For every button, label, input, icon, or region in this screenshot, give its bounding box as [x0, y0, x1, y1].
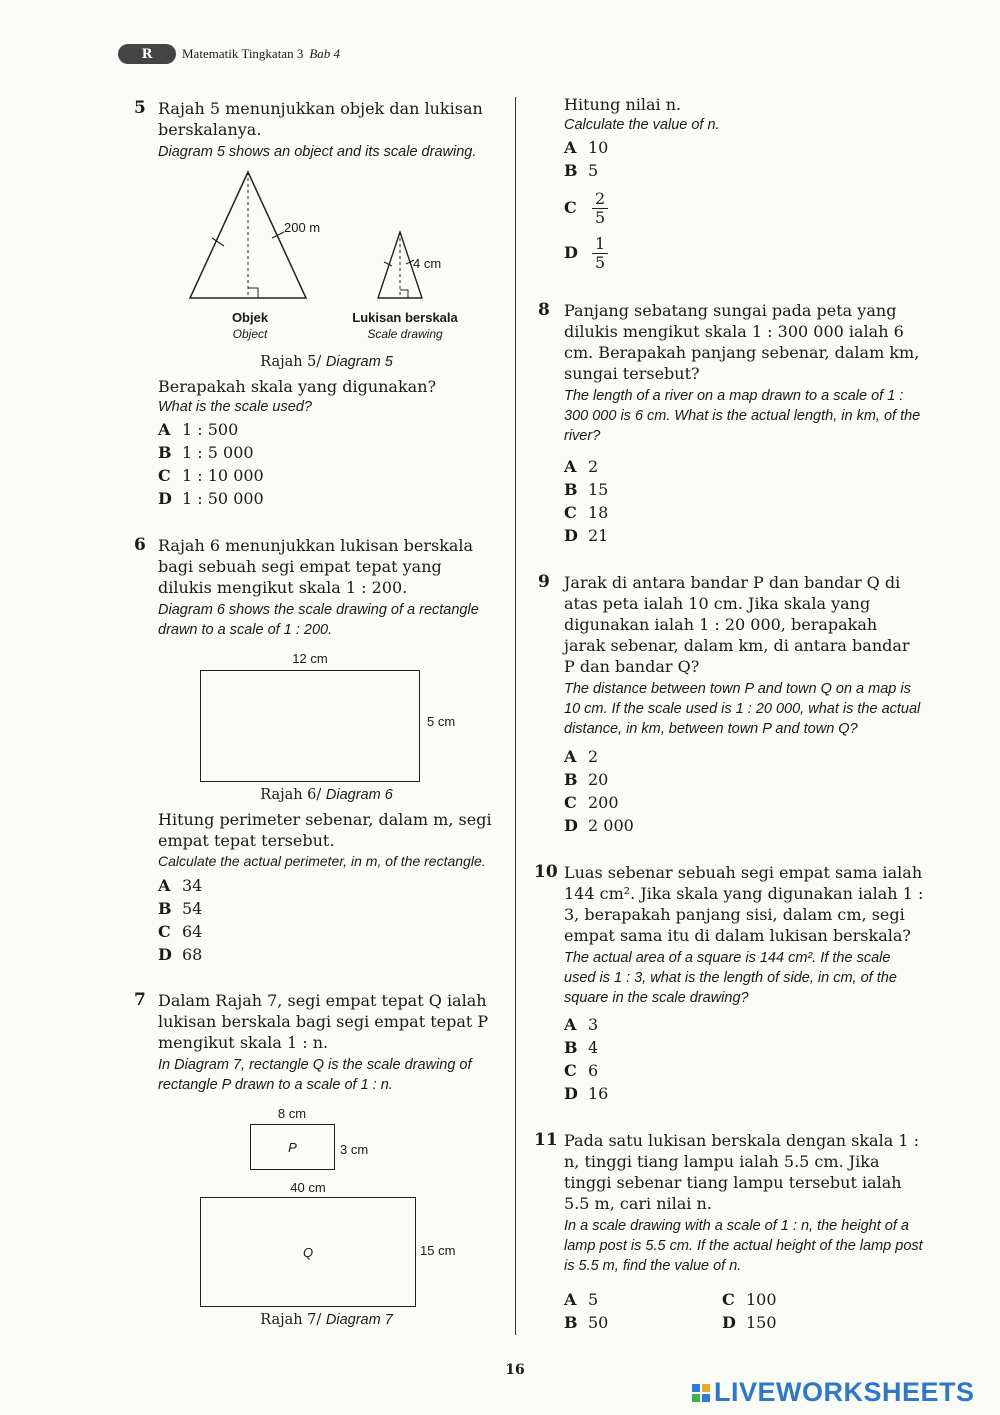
question-number: 9	[538, 572, 550, 592]
option-b[interactable]: B 5	[564, 161, 599, 180]
diagram-7-caption: Rajah 7/ Diagram 7	[260, 1312, 393, 1328]
chapter-label: Bab 4	[309, 46, 341, 61]
rectangle-p	[250, 1124, 335, 1170]
scale-drawing-label: Lukisan berskala	[352, 310, 458, 325]
question-text-ms: Rajah 6 menunjukkan lukisan berskala bagi sebuah segi empat tepat yang dilukis mengikut skala 1 : 200.	[158, 536, 474, 597]
option-a[interactable]: A 34	[158, 876, 203, 895]
question-7-prompt	[564, 94, 924, 135]
question-number: 7	[134, 990, 146, 1010]
question-6-options	[158, 874, 202, 966]
rectangle-q	[200, 1197, 416, 1307]
question-text-ms: Luas sebenar sebuah segi empat sama ialah 144 cm². Jika skala yang digunakan ialah 1 : 3, berapakah panjang sisi, dalam cm, segi empat sama itu di dalam lukisan berskala?	[564, 863, 924, 945]
rect-p-label: P	[288, 1139, 297, 1155]
question-7-options	[564, 136, 608, 272]
question-6	[134, 535, 499, 640]
question-9	[538, 572, 923, 739]
rect-p-height-label: 3 cm	[340, 1142, 369, 1157]
option-a[interactable]: A 10	[564, 138, 609, 157]
question-text-en: The actual area of a square is 144 cm². If the scale used is 1 : 3, what is the length of side, in cm, of the square in the scale drawing?	[564, 950, 897, 1006]
option-b[interactable]: B 4	[564, 1038, 599, 1057]
rectangle-width-label: 12 cm	[292, 651, 328, 666]
option-a[interactable]: A 3	[564, 1015, 599, 1034]
option-b[interactable]: B 54	[158, 899, 203, 918]
question-11-options-right	[722, 1288, 777, 1334]
option-d[interactable]: D 150	[722, 1313, 777, 1332]
question-number: 11	[534, 1130, 558, 1150]
fraction: $\frac{2}{5}$	[592, 190, 608, 227]
question-6-prompt	[158, 809, 503, 871]
option-c[interactable]: C 100	[722, 1290, 777, 1309]
option-d[interactable]: D 1 : 50 000	[158, 489, 264, 508]
diagram-5-caption: Rajah 5/ Diagram 5	[260, 354, 393, 370]
question-prompt-ms: Hitung nilai n.	[564, 95, 682, 114]
scale-rectangle	[200, 670, 420, 782]
option-d[interactable]: D $\frac{1}{5}$	[564, 235, 608, 272]
question-text-ms: Jarak di antara bandar P dan bandar Q di atas peta ialah 10 cm. Jika skala yang digunakan ialah 1 : 20 000, berapakah jarak sebenar, dalam km, di antara bandar P dan bandar Q?	[564, 573, 910, 676]
question-prompt-en: Calculate the value of n.	[564, 117, 720, 133]
question-text-en: Diagram 6 shows the scale drawing of a rectangle drawn to a scale of 1 : 200.	[158, 602, 479, 638]
question-number: 10	[534, 862, 558, 882]
option-c[interactable]: C 200	[564, 793, 619, 812]
option-b[interactable]: B 50	[564, 1313, 609, 1332]
question-prompt-ms: Hitung perimeter sebenar, dalam m, segi empat tepat tersebut.	[158, 810, 492, 850]
question-text-ms: Dalam Rajah 7, segi empat tepat Q ialah lukisan berskala bagi segi empat tepat P mengikut skala 1 : n.	[158, 991, 489, 1052]
rectangle-height-label: 5 cm	[427, 714, 456, 729]
option-c[interactable]: C 1 : 10 000	[158, 466, 264, 485]
question-5-options	[158, 418, 264, 510]
question-10	[534, 862, 924, 1008]
question-prompt-ms: Berapakah skala yang digunakan?	[158, 377, 437, 396]
brand-watermark[interactable]	[692, 1377, 975, 1408]
question-text-en: The length of a river on a map drawn to a scale of 1 : 300 000 is 6 cm. What is the actual length, in km, of the river?	[564, 388, 921, 444]
option-b[interactable]: B 1 : 5 000	[158, 443, 254, 462]
option-c[interactable]: C 64	[158, 922, 203, 941]
fraction: $\frac{1}{5}$	[592, 235, 608, 272]
object-side-label: 200 m	[284, 220, 321, 235]
brand-grid-icon	[692, 1384, 710, 1402]
question-text-en: In Diagram 7, rectangle Q is the scale drawing of rectangle P drawn to a scale of 1 : n.	[158, 1057, 472, 1093]
option-a[interactable]: A 2	[564, 747, 599, 766]
question-8	[538, 300, 923, 446]
publisher-logo: R	[118, 44, 176, 64]
question-text-ms: Panjang sebatang sungai pada peta yang dilukis mengikut skala 1 : 300 000 ialah 6 cm. Berapakah panjang sebenar, dalam km, sungai tersebut?	[564, 301, 920, 383]
page-header	[118, 44, 340, 64]
option-a[interactable]: A 1 : 500	[158, 420, 239, 439]
option-c[interactable]: C 18	[564, 503, 609, 522]
column-divider	[515, 97, 516, 1335]
book-title: Matematik Tingkatan 3	[182, 46, 304, 61]
option-d[interactable]: D 68	[158, 945, 203, 964]
page-number: 16	[505, 1362, 525, 1378]
question-text-en: The distance between town P and town Q on a map is 10 cm. If the scale used is 1 : 20 000, what is the actual distance, in km, between town P and town Q?	[564, 681, 921, 737]
question-11	[534, 1130, 924, 1276]
question-7	[134, 990, 499, 1095]
option-d[interactable]: D 2 000	[564, 816, 634, 835]
question-text-ms: Pada satu lukisan berskala dengan skala 1 : n, tinggi tiang lampu ialah 5.5 cm. Jika tinggi sebenar tiang lampu tersebut ialah 5.5 m, cari nilai n.	[564, 1131, 919, 1213]
question-prompt-en: Calculate the actual perimeter, in m, of the rectangle.	[158, 853, 486, 869]
question-5-prompt	[158, 376, 498, 417]
option-b[interactable]: B 15	[564, 480, 609, 499]
rect-q-height-label: 15 cm	[420, 1243, 456, 1258]
diagram-6-caption: Rajah 6/ Diagram 6	[260, 787, 393, 803]
option-c[interactable]: C 6	[564, 1061, 599, 1080]
question-10-options	[564, 1013, 608, 1105]
question-number: 5	[134, 98, 146, 118]
question-text-en: Diagram 5 shows an object and its scale drawing.	[158, 144, 477, 160]
object-label: Objek	[231, 310, 269, 325]
option-a[interactable]: A 2	[564, 457, 599, 476]
question-prompt-en: What is the scale used?	[158, 399, 312, 415]
option-c[interactable]: C $\frac{2}{5}$	[564, 190, 608, 227]
scale-side-label: 4 cm	[413, 256, 442, 271]
rect-q-label: Q	[302, 1244, 314, 1260]
rect-p-width-label: 8 cm	[277, 1106, 307, 1121]
option-d[interactable]: D 21	[564, 526, 609, 545]
question-11-options-left	[564, 1288, 608, 1334]
object-label-en: Object	[232, 327, 268, 341]
option-a[interactable]: A 5	[564, 1290, 599, 1309]
question-5	[134, 98, 499, 162]
question-number: 8	[538, 300, 550, 320]
question-text-ms: Rajah 5 menunjukkan objek dan lukisan berskalanya.	[158, 99, 483, 139]
question-text-en: In a scale drawing with a scale of 1 : n, the height of a lamp post is 5.5 cm. If the actual height of the lamp post is 5.5 m, find the value of n.	[564, 1218, 923, 1274]
option-b[interactable]: B 20	[564, 770, 609, 789]
brand-name: LIVEWORKSHEETS	[714, 1377, 975, 1407]
option-d[interactable]: D 16	[564, 1084, 609, 1103]
rect-q-width-label: 40 cm	[290, 1180, 326, 1195]
question-9-options	[564, 745, 634, 837]
question-number: 6	[134, 535, 146, 555]
scale-drawing-label-en: Scale drawing	[367, 327, 443, 341]
question-8-options	[564, 455, 608, 547]
